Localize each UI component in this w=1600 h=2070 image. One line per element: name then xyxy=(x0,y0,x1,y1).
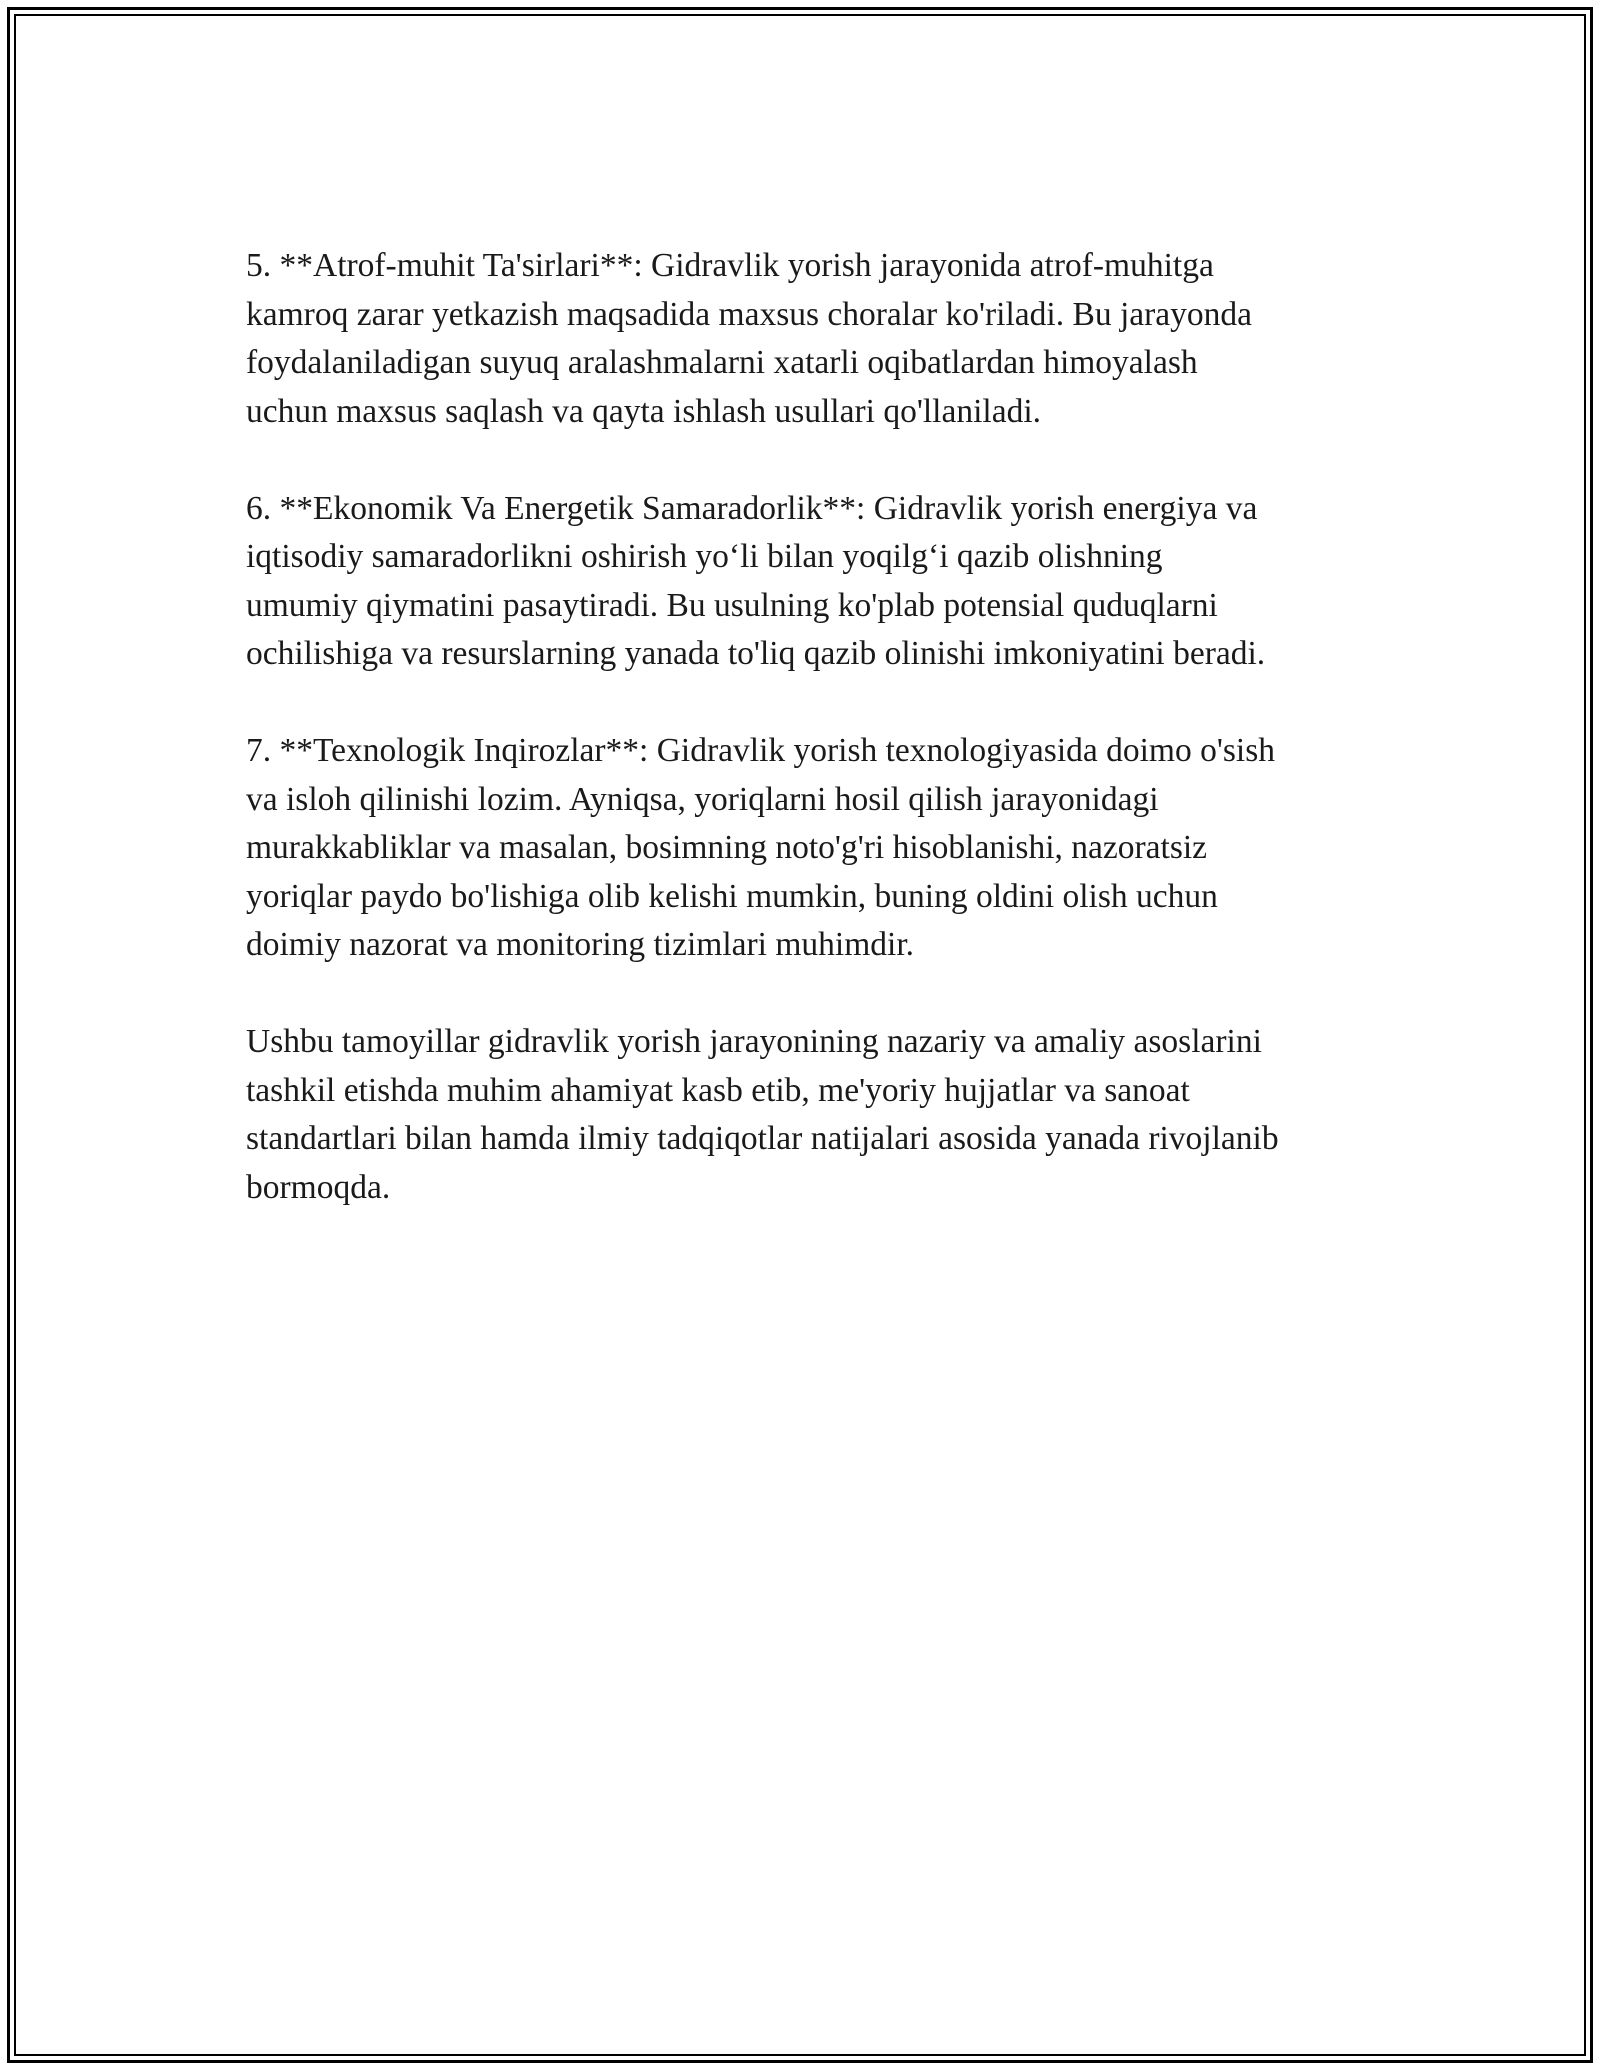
paragraph-conclusion: Ushbu tamoyillar gidravlik yorish jarayonining nazariy va amaliy asoslarini tashkil etishda muhim ahamiyat kasb etib, me'yoriy hujjatlar va sanoat standartlari bilan hamda ilmiy tadqiqotlar natijalari asosida yanada rivojlanib bormoqda. xyxy=(246,1023,1279,1206)
paragraph-technological-challenges: 7. **Texnologik Inqirozlar**: Gidravlik yorish texnologiyasida doimo o'sish va isloh qilinishi lozim. Ayniqsa, yoriqlarni hosil qilish jarayonidagi murakkabliklar va masalan, bosimning noto'g'ri hisoblanishi, nazoratsiz yoriqlar paydo bo'lishiga olib kelishi mumkin, buning oldini olish uchun doimiy nazorat va monitoring tizimlari muhimdir. xyxy=(246,732,1276,963)
paragraph-economic-efficiency: 6. **Ekonomik Va Energetik Samaradorlik**: Gidravlik yorish energiya va iqtisodiy samaradorlikni oshirish yo‘li bilan yoqilg‘i qazib olishning umumiy qiymatini pasaytiradi. Bu usulning ko'plab potensial quduqlarni ochilishiga va resurslarning yanada to'liq qazib olinishi imkoniyatini beradi. xyxy=(246,489,1266,672)
document-body xyxy=(246,242,1386,1261)
paragraph-environmental-impacts: 5. **Atrof-muhit Ta'sirlari**: Gidravlik yorish jarayonida atrof-muhitga kamroq zarar yetkazish maqsadida maxsus choralar ko'riladi. Bu jarayonda foydalaniladigan suyuq aralashmalarni xatarli oqibatlardan himoyalash uchun maxsus saqlash va qayta ishlash usullari qo'llaniladi. xyxy=(246,247,1253,430)
page-border xyxy=(7,7,1593,2063)
